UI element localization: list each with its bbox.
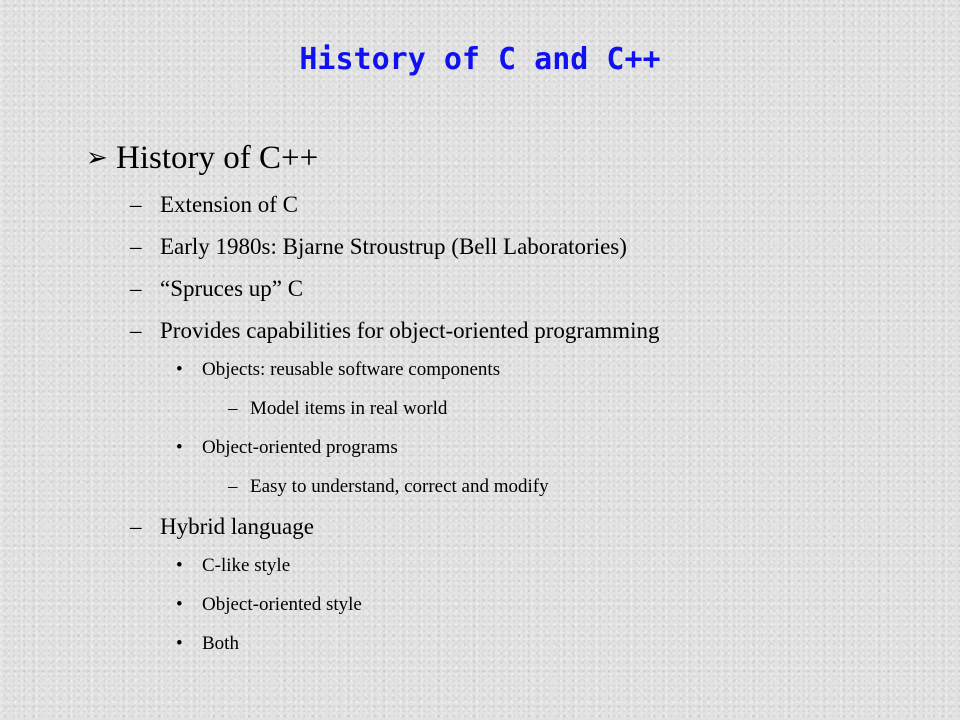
bullet-text: Objects: reusable software components	[202, 359, 501, 380]
bullet-item	[130, 318, 659, 344]
dash-bullet-icon: –	[228, 398, 238, 419]
dash-bullet-icon: –	[130, 514, 142, 539]
dash-bullet-icon: –	[130, 234, 142, 259]
bullet-item	[130, 234, 627, 260]
arrow-bullet-icon: ➢	[86, 143, 108, 173]
bullet-text: C-like style	[202, 555, 291, 576]
heading-text: History of C++	[116, 140, 319, 176]
sub-sub-bullet-item	[228, 476, 549, 498]
bullet-item	[130, 514, 314, 540]
dash-bullet-icon: –	[130, 276, 142, 301]
sub-bullet-item	[176, 437, 398, 459]
slide-title: History of C and C++	[299, 42, 661, 77]
sub-bullet-item	[176, 555, 290, 577]
bullet-text: Model items in real world	[250, 398, 448, 419]
dash-bullet-icon: –	[228, 476, 238, 497]
dash-bullet-icon: –	[130, 318, 142, 343]
bullet-text: Both	[202, 633, 239, 654]
bullet-text: Provides capabilities for object-oriented programming	[160, 318, 660, 343]
bullet-item	[130, 276, 303, 302]
dot-bullet-icon: •	[176, 633, 183, 654]
dot-bullet-icon: •	[176, 359, 183, 380]
heading-bullet	[86, 138, 318, 178]
bullet-text: “Spruces up” C	[160, 276, 304, 301]
dash-bullet-icon: –	[130, 192, 142, 217]
sub-bullet-item	[176, 594, 362, 616]
bullet-item	[130, 192, 298, 218]
bullet-text: Early 1980s: Bjarne Stroustrup (Bell Laboratories)	[160, 234, 627, 259]
sub-bullet-item	[176, 633, 239, 655]
bullet-text: Extension of C	[160, 192, 298, 217]
dot-bullet-icon: •	[176, 594, 183, 615]
sub-sub-bullet-item	[228, 398, 447, 420]
bullet-text: Object-oriented style	[202, 594, 362, 615]
sub-bullet-item	[176, 359, 500, 381]
dot-bullet-icon: •	[176, 555, 183, 576]
bullet-text: Object-oriented programs	[202, 437, 398, 458]
dot-bullet-icon: •	[176, 437, 183, 458]
bullet-text: Hybrid language	[160, 514, 314, 539]
bullet-text: Easy to understand, correct and modify	[250, 476, 549, 497]
